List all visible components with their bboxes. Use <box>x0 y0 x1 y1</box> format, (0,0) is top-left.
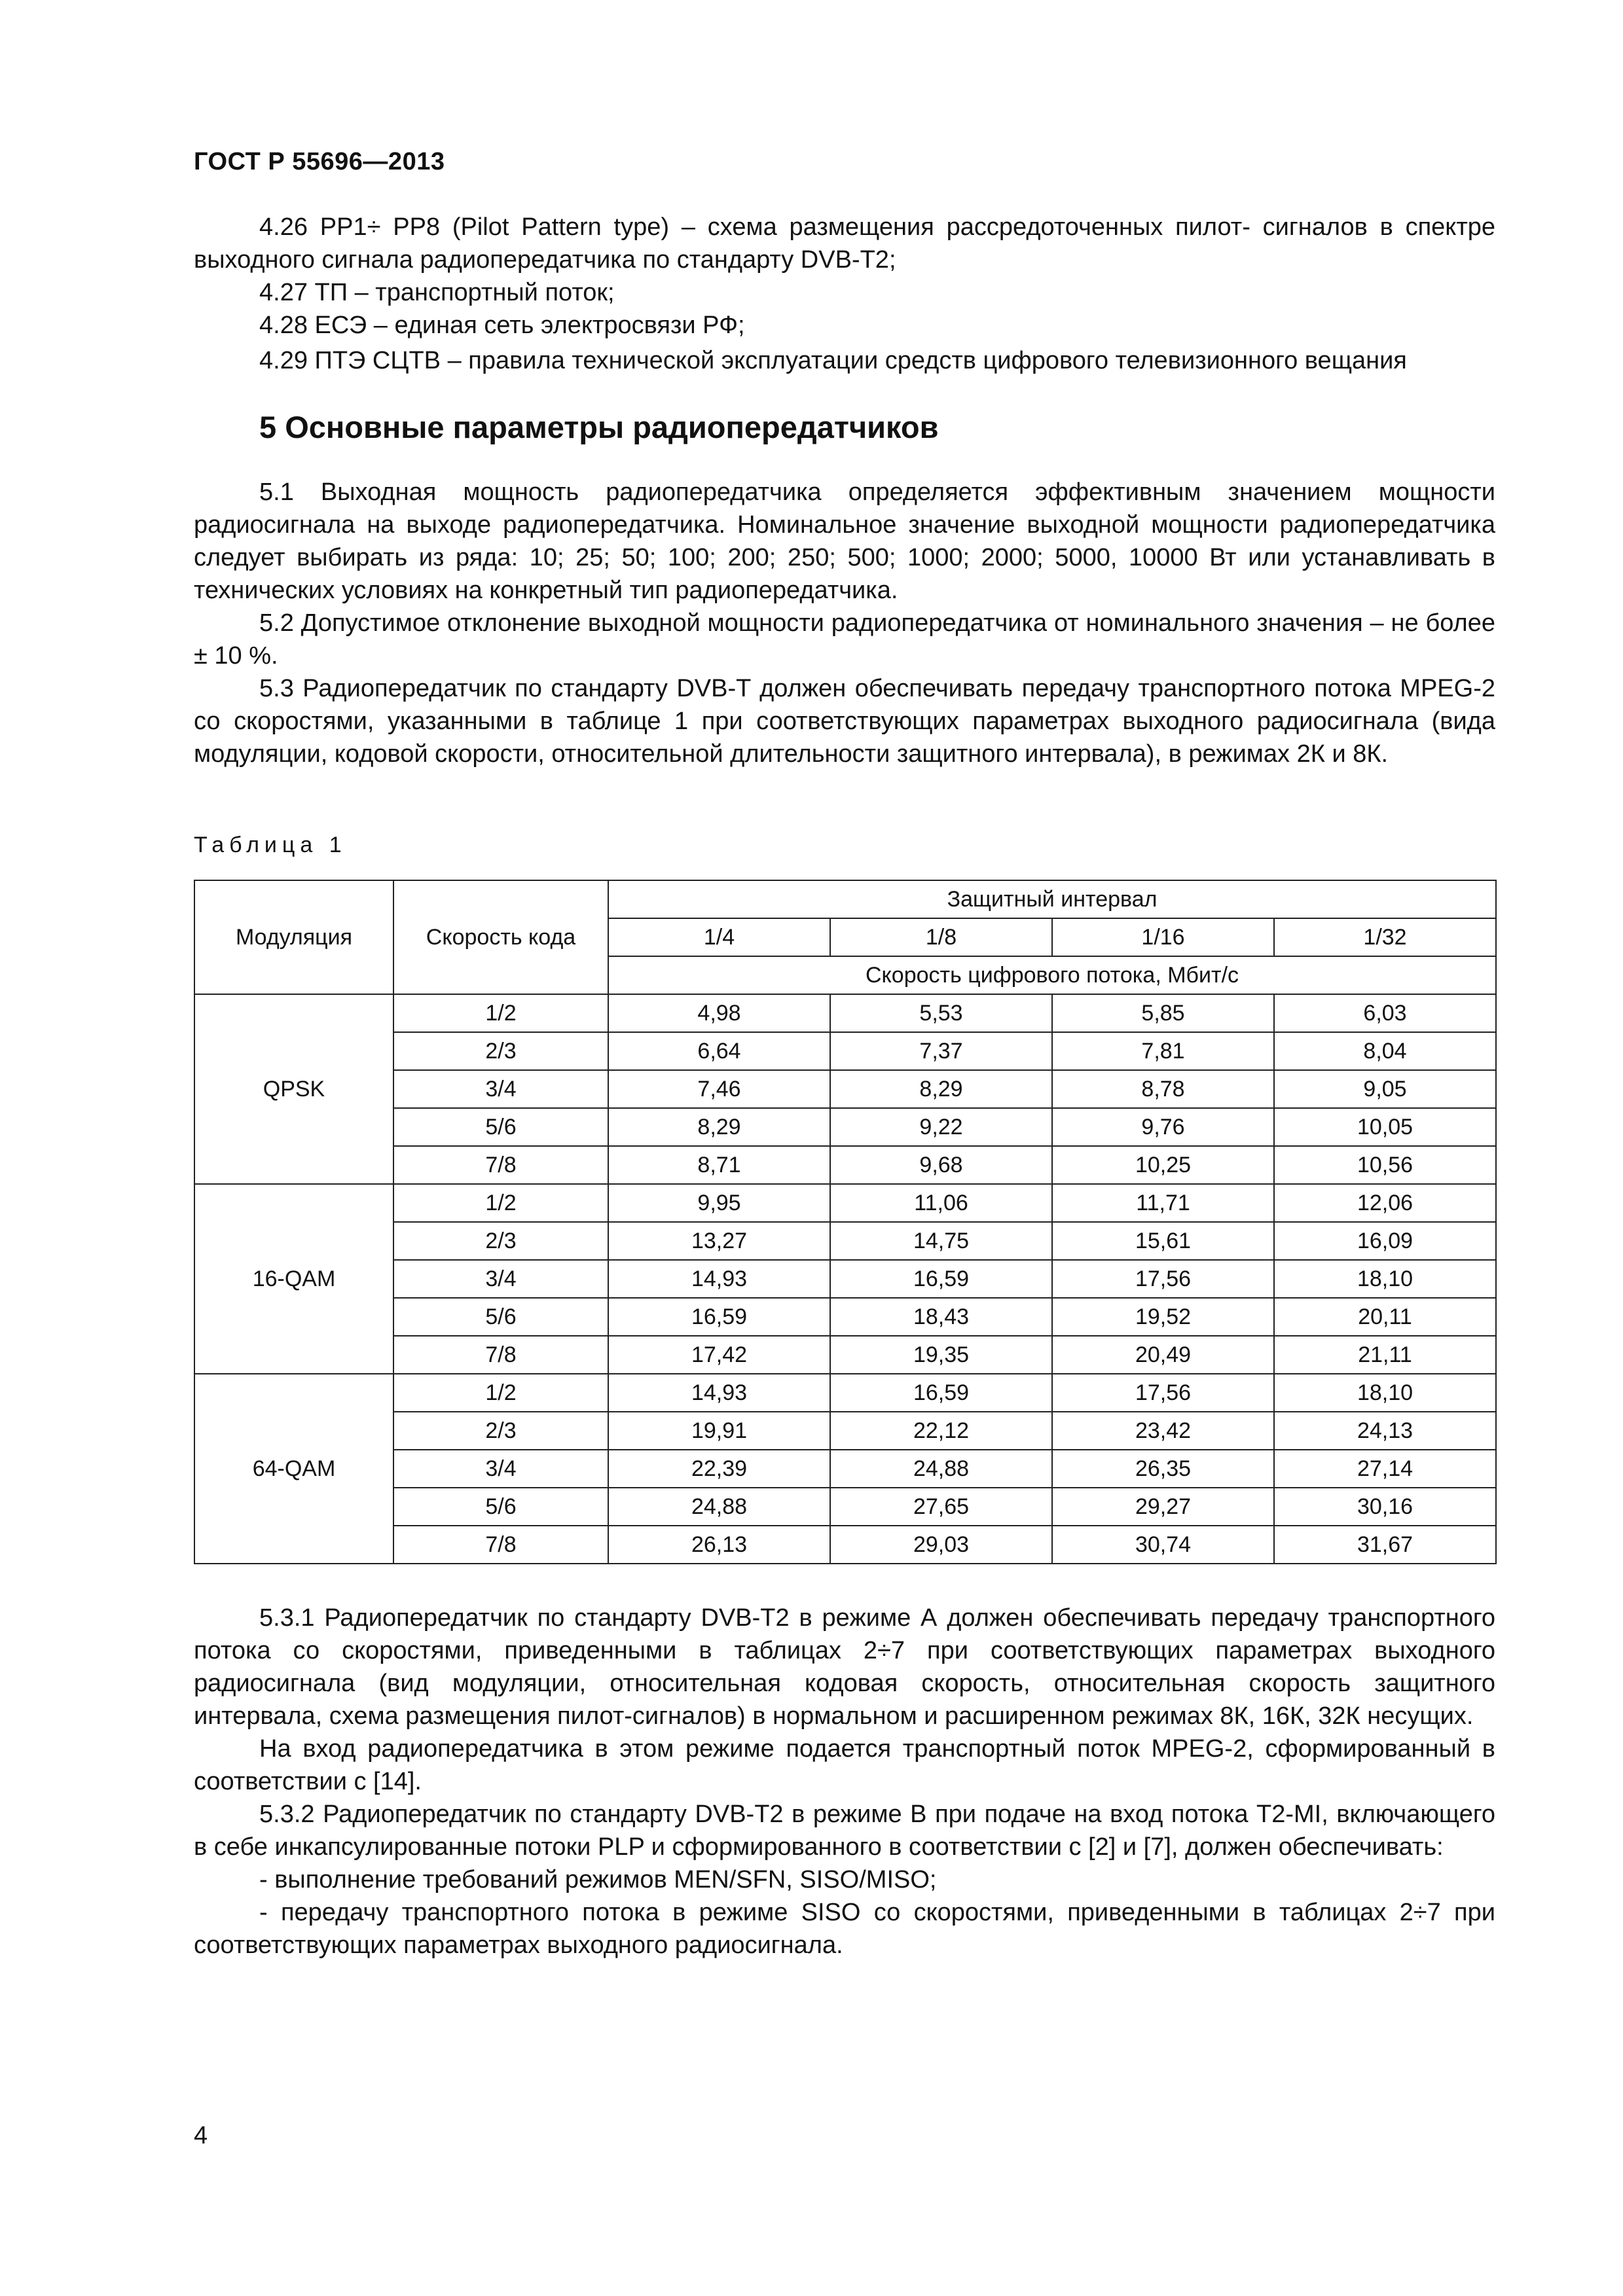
code-rate-cell: 3/4 <box>393 1260 608 1298</box>
bitrate-cell: 24,88 <box>830 1450 1052 1488</box>
header-guard-value: 1/32 <box>1274 918 1496 956</box>
bitrate-cell: 29,27 <box>1052 1488 1274 1526</box>
bitrate-cell: 24,13 <box>1274 1412 1496 1450</box>
bitrate-cell: 10,05 <box>1274 1108 1496 1146</box>
bitrate-cell: 29,03 <box>830 1526 1052 1564</box>
bitrate-cell: 6,64 <box>608 1032 830 1070</box>
bitrate-cell: 31,67 <box>1274 1526 1496 1564</box>
code-rate-cell: 7/8 <box>393 1526 608 1564</box>
bitrate-cell: 8,29 <box>608 1108 830 1146</box>
paragraph-5-3: 5.3 Радиопередатчик по стандарту DVB-T должен обеспечивать передачу транспортного потока MPEG-2 со скоростями, указанными в таблице 1 при соответствующих параметрах выходного радиосигнала (вида модуляции, кодовой скорости, относительной длительности защитного интервала), в режимах 2К и 8К. <box>194 675 1495 768</box>
bitrate-cell: 22,12 <box>830 1412 1052 1450</box>
header-modulation: Модуляция <box>194 880 393 994</box>
bitrate-cell: 23,42 <box>1052 1412 1274 1450</box>
bitrate-cell: 18,10 <box>1274 1260 1496 1298</box>
modulation-cell: 16-QAM <box>194 1184 393 1374</box>
bitrate-cell: 10,56 <box>1274 1146 1496 1184</box>
bitrate-cell: 7,37 <box>830 1032 1052 1070</box>
bitrate-cell: 16,59 <box>830 1374 1052 1412</box>
bitrate-cell: 26,35 <box>1052 1450 1274 1488</box>
bitrate-cell: 9,05 <box>1274 1070 1496 1108</box>
paragraph-5-3-1: 5.3.1 Радиопередатчик по стандарту DVB-T2 в режиме А должен обеспечивать передачу транспортного потока со скоростями, приведенными в таблицах 2÷7 при соответствующих параметрах выходного радиосигнала (вид модуляции, относительная кодовая скорость, относительная скорость защитного интервала, схема размещения пилот-сигналов) в нормальном и расширенном режимах 8К, 16К, 32К несущих. <box>194 1604 1495 1730</box>
bitrate-cell: 5,53 <box>830 994 1052 1032</box>
table-row <box>194 994 1496 1032</box>
table-caption: Таблица 1 <box>194 833 347 857</box>
bitrate-cell: 8,78 <box>1052 1070 1274 1108</box>
bitrate-cell: 26,13 <box>608 1526 830 1564</box>
header-guard-value: 1/16 <box>1052 918 1274 956</box>
bitrate-cell: 16,59 <box>608 1298 830 1336</box>
bitrate-cell: 27,65 <box>830 1488 1052 1526</box>
page-number: 4 <box>194 2122 208 2149</box>
bitrate-cell: 20,49 <box>1052 1336 1274 1374</box>
bitrate-cell: 8,04 <box>1274 1032 1496 1070</box>
code-rate-cell: 1/2 <box>393 1374 608 1412</box>
bitrate-cell: 12,06 <box>1274 1184 1496 1222</box>
code-rate-cell: 2/3 <box>393 1222 608 1260</box>
bitrate-cell: 6,03 <box>1274 994 1496 1032</box>
code-rate-cell: 5/6 <box>393 1108 608 1146</box>
bitrate-cell: 7,81 <box>1052 1032 1274 1070</box>
bitrate-cell: 30,16 <box>1274 1488 1496 1526</box>
bitrate-cell: 4,98 <box>608 994 830 1032</box>
abbreviation-item: 4.27 ТП – транспортный поток; <box>259 279 615 306</box>
bitrate-cell: 22,39 <box>608 1450 830 1488</box>
code-rate-cell: 2/3 <box>393 1032 608 1070</box>
modulation-cell: 64-QAM <box>194 1374 393 1564</box>
code-rate-cell: 5/6 <box>393 1488 608 1526</box>
bitrate-cell: 30,74 <box>1052 1526 1274 1564</box>
code-rate-cell: 7/8 <box>393 1146 608 1184</box>
bitrate-cell: 7,46 <box>608 1070 830 1108</box>
bitrate-cell: 17,56 <box>1052 1260 1274 1298</box>
abbreviation-item: 4.28 ЕСЭ – единая сеть электросвязи РФ; <box>259 312 745 339</box>
bitrate-cell: 11,06 <box>830 1184 1052 1222</box>
bitrate-cell: 18,10 <box>1274 1374 1496 1412</box>
table-row <box>194 1184 1496 1222</box>
bitrate-cell: 20,11 <box>1274 1298 1496 1336</box>
bitrate-cell: 18,43 <box>830 1298 1052 1336</box>
header-guard-value: 1/8 <box>830 918 1052 956</box>
code-rate-cell: 1/2 <box>393 994 608 1032</box>
list-item: - выполнение требований режимов MEN/SFN, SISO/MISO; <box>259 1866 937 1893</box>
code-rate-cell: 7/8 <box>393 1336 608 1374</box>
section-title: 5 Основные параметры радиопередатчиков <box>259 410 939 444</box>
bitrate-cell: 19,91 <box>608 1412 830 1450</box>
code-rate-cell: 2/3 <box>393 1412 608 1450</box>
bitrate-cell: 10,25 <box>1052 1146 1274 1184</box>
list-item: - передачу транспортного потока в режиме SISO со скоростями, приведенными в таблицах 2÷7 при соответствующих параметрах выходного радиосигнала. <box>194 1899 1495 1959</box>
header-code-rate: Скорость кода <box>393 880 608 994</box>
post-table-body <box>194 1602 1495 1962</box>
code-rate-cell: 3/4 <box>393 1450 608 1488</box>
code-rate-cell: 3/4 <box>393 1070 608 1108</box>
abbreviations-list <box>194 211 1495 377</box>
document-header-id: ГОСТ Р 55696—2013 <box>194 148 445 175</box>
code-rate-cell: 5/6 <box>393 1298 608 1336</box>
bitrate-cell: 9,68 <box>830 1146 1052 1184</box>
bitrate-cell: 16,59 <box>830 1260 1052 1298</box>
bitrate-cell: 14,75 <box>830 1222 1052 1260</box>
bitrate-cell: 9,22 <box>830 1108 1052 1146</box>
modulation-cell: QPSK <box>194 994 393 1184</box>
bitrate-cell: 5,85 <box>1052 994 1274 1032</box>
paragraph-5-1: 5.1 Выходная мощность радиопередатчика определяется эффективным значением мощности радиосигнала на выходе радиопередатчика. Номинальное значение выходной мощности радиопередатчика следует выбирать из ряда: 10; 25; 50; 100; 200; 250; 500; 1000; 2000; 5000, 10000 Вт или устанавливать в технических условиях на конкретный тип радиопередатчика. <box>194 478 1495 604</box>
paragraph-5-2: 5.2 Допустимое отклонение выходной мощности радиопередатчика от номинального значения – не более ± 10 %. <box>194 609 1495 670</box>
bitrate-cell: 15,61 <box>1052 1222 1274 1260</box>
abbreviation-item: 4.29 ПТЭ СЦТВ – правила технической эксплуатации средств цифрового телевизионного вещания <box>259 347 1407 374</box>
bitrate-cell: 9,76 <box>1052 1108 1274 1146</box>
code-rate-cell: 1/2 <box>393 1184 608 1222</box>
bitrate-cell: 17,56 <box>1052 1374 1274 1412</box>
paragraph-5-3-2: 5.3.2 Радиопередатчик по стандарту DVB-T2 в режиме В при подаче на вход потока T2-MI, включающего в себе инкапсулированные потоки PLP и сформированного в соответствии с [2] и [7], должен обеспечивать: <box>194 1801 1495 1861</box>
bitrate-cell: 16,09 <box>1274 1222 1496 1260</box>
bitrate-cell: 17,42 <box>608 1336 830 1374</box>
header-guard-value: 1/4 <box>608 918 830 956</box>
paragraph-mpeg2-input: На вход радиопередатчика в этом режиме подается транспортный поток MPEG-2, сформированный в соответствии с [14]. <box>194 1735 1495 1795</box>
section-body <box>194 476 1495 770</box>
bitrate-cell: 8,29 <box>830 1070 1052 1108</box>
bitrate-cell: 14,93 <box>608 1374 830 1412</box>
bitrate-cell: 19,52 <box>1052 1298 1274 1336</box>
bitrate-cell: 11,71 <box>1052 1184 1274 1222</box>
abbreviation-item: 4.26 PP1÷ PP8 (Pilot Pattern type) – схема размещения рассредоточенных пилот- сигналов в спектре выходного сигнала радиопередатчика по стандарту DVB-T2; <box>194 213 1495 274</box>
bitrate-cell: 13,27 <box>608 1222 830 1260</box>
bitrate-cell: 14,93 <box>608 1260 830 1298</box>
bitrate-cell: 27,14 <box>1274 1450 1496 1488</box>
header-guard-interval: Защитный интервал <box>608 880 1496 918</box>
bitrate-cell: 9,95 <box>608 1184 830 1222</box>
bitrate-cell: 24,88 <box>608 1488 830 1526</box>
table-body <box>194 994 1496 1564</box>
header-bitrate-label: Скорость цифрового потока, Мбит/с <box>608 956 1496 994</box>
bitrate-cell: 19,35 <box>830 1336 1052 1374</box>
bitrate-cell: 21,11 <box>1274 1336 1496 1374</box>
bitrate-cell: 8,71 <box>608 1146 830 1184</box>
table-row <box>194 1374 1496 1412</box>
bitrate-table <box>194 880 1497 1564</box>
